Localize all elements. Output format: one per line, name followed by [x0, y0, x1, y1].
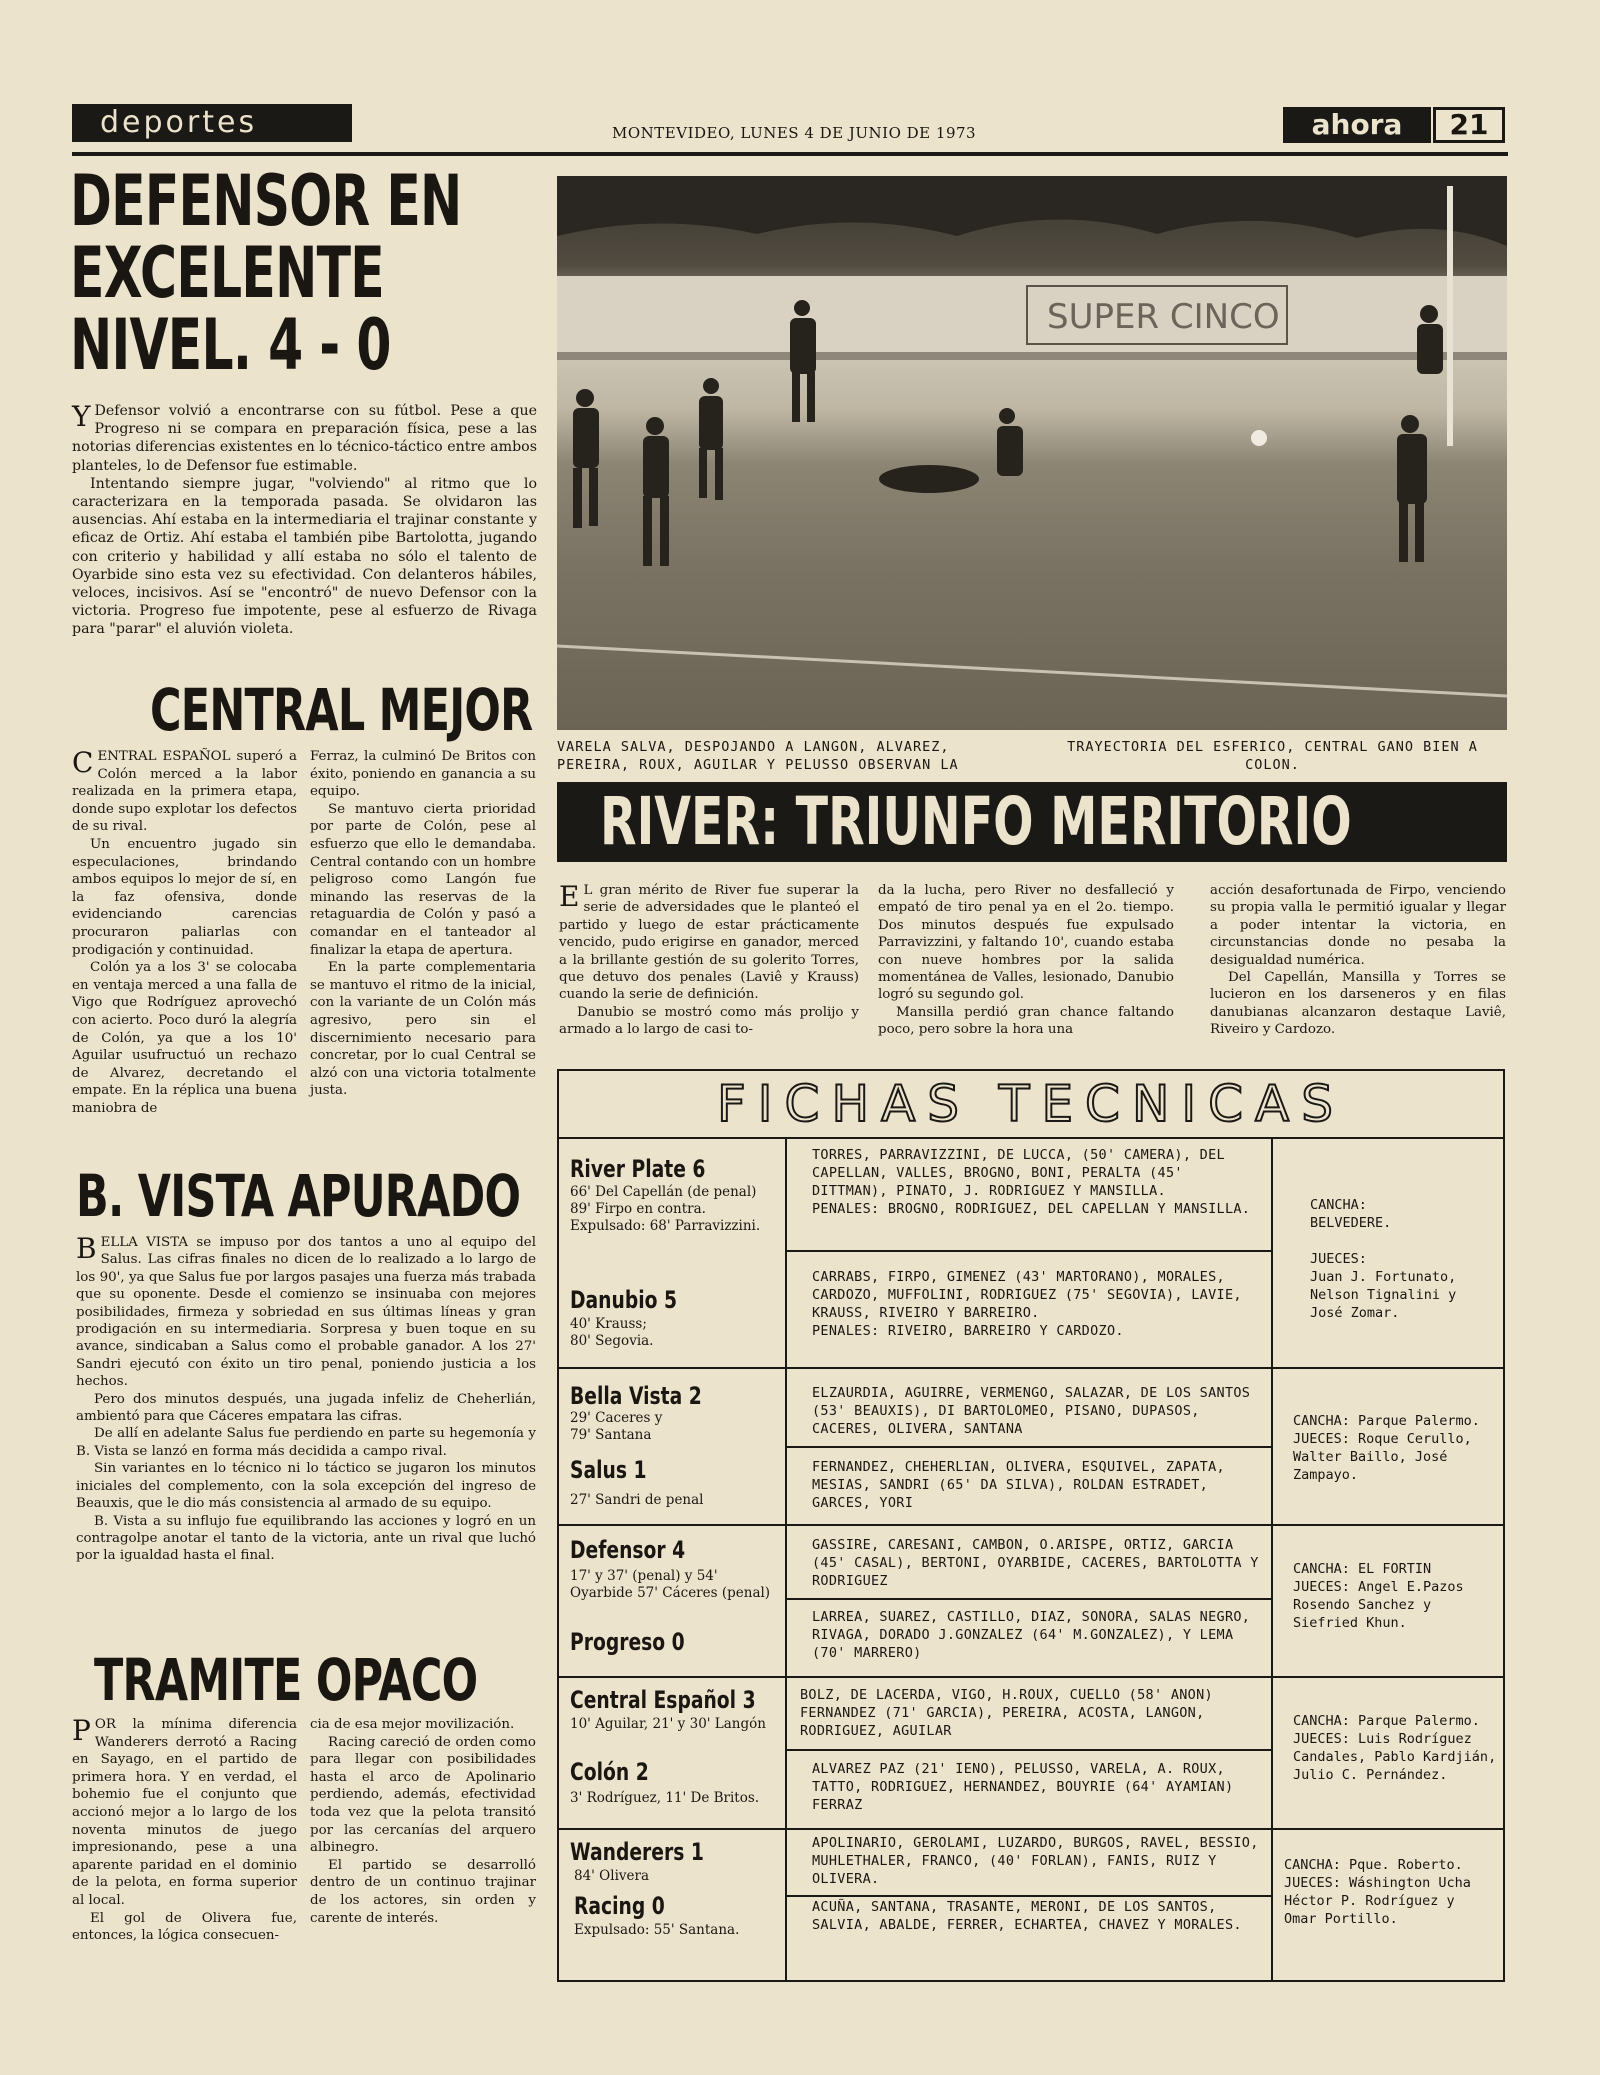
fichas-divider	[787, 1598, 1271, 1600]
tramite-paragraph: Racing careció de orden como para llegar con posibilidades hasta el arco de Apolinario perdiendo, además, efectividad toda vez que la pelota transitó por las cercanías del arquero albinegro.	[310, 1734, 536, 1856]
fichas-divider	[557, 1137, 1505, 1139]
central-paragraph: Colón ya a los 3' se colocaba en ventaja merced a una falla de Vigo que Rodríguez aprovechó con acierto. Poco duró la alegría de Colón, ya que a los 10' Aguilar usufructuó un rechazo de Alvarez, decretando el empate. En la réplica una buena maniobra de	[72, 960, 297, 1116]
bella-vista-headline: B. VISTA APURADO	[76, 1162, 521, 1230]
tramite-col2	[310, 1716, 536, 1927]
venue-officials: CANCHA: Parque Palermo. JUECES: Luis Rodríguez Candales, Pablo Kardjián, Julio C. Pernández.	[1293, 1713, 1497, 1783]
section-tag: deportes	[72, 104, 352, 142]
fichas-divider	[785, 1137, 787, 1982]
river-paragraph: Danubio se mostró como más prolijo y armado a lo largo de casi to-	[559, 1004, 859, 1038]
ball	[1251, 430, 1267, 446]
lead-headline-line: NIVEL. 4 - 0	[70, 304, 391, 386]
dropcap: P	[72, 1714, 91, 1747]
photo-caption-right: TRAYECTORIA DEL ESFERICO, CENTRAL GANO BIEN A COLON.	[1067, 739, 1478, 773]
dropcap: Y	[72, 400, 91, 433]
tramite-paragraph: POR la mínima diferencia Wanderers derrotó a Racing en Sayago, en el partido de primera hora. Y en verdad, el bohemio fue el conjunto que accionó mejor a lo largo de los noventa minutos de juego impresionando, pese a una aparente paridad en el dominio de la pelota, en forma superior al local.	[72, 1714, 297, 1908]
team-lineup: ACUÑA, SANTANA, TRASANTE, MERONI, DE LOS SANTOS, SALVIA, ABALDE, FERRER, ECHARTEA, CHAVEZ Y MORALES.	[812, 1899, 1242, 1933]
venue-officials: CANCHA: Parque Palermo. JUECES: Roque Cerullo, Walter Baillo, José Zampayo.	[1293, 1413, 1480, 1483]
tramite-col1	[72, 1716, 297, 1945]
team-name: Colón 2	[570, 1758, 649, 1786]
team-name: Bella Vista 2	[570, 1382, 702, 1410]
sign-text: SUPER CINCO	[1047, 297, 1280, 337]
dropcap: C	[72, 746, 94, 779]
team-goals: 17' y 37' (penal) y 54' Oyarbide 57' Cáceres (penal)	[570, 1568, 771, 1601]
tramite-paragraph: El partido se desarrolló dentro de un continuo trajinar de los actores, sin orden y carente de interés.	[310, 1857, 536, 1926]
team-lineup: APOLINARIO, GEROLAMI, LUZARDO, BURGOS, RAVEL, BESSIO, MUHLETHALER, FRANCO, (40' FORLAN), FANIS, RUIZ Y OLIVERA.	[812, 1835, 1259, 1887]
team-name: Defensor 4	[570, 1536, 686, 1564]
lead-paragraph: Y Defensor volvió a encontrarse con su fútbol. Pese a que Progreso ni se compara en preparación física, pese a las notorias diferencias existentes en lo técnico-táctico entre ambos planteles, lo de Defensor fue estimable.	[72, 400, 537, 474]
team-name: River Plate 6	[570, 1155, 706, 1183]
tramite-paragraph: El gol de Olivera fue, entonces, la lógica consecuen-	[72, 1910, 297, 1944]
fichas-divider	[1271, 1137, 1273, 1982]
team-name: Salus 1	[570, 1456, 647, 1484]
venue-officials: CANCHA: BELVEDERE. JUECES: Juan J. Fortunato, Nelson Tignalini y José Zomar.	[1310, 1197, 1457, 1321]
fichas-divider	[787, 1749, 1271, 1751]
bella-vista-paragraph: Sin variantes en lo técnico ni lo táctico se jugaron los minutos iniciales del complemento, con la sola excepción del ingreso de Beauxis, que le dio más consistencia al armado de su equipo.	[76, 1461, 536, 1512]
fichas-divider	[557, 1676, 1505, 1678]
bella-vista-paragraph: Pero dos minutos después, una jugada infeliz de Cheherlián, ambientó para que Cáceres empatara las cifras.	[76, 1391, 536, 1425]
river-paragraph: acción desafortunada de Firpo, venciendo su propia valla le permitió igualar y llegar a poder intentar la victoria, en circunstancias donde no pesaba la desigualdad numérica.	[1210, 883, 1506, 968]
photo-caption-left: VARELA SALVA, DESPOJANDO A LANGON, ALVAREZ, PEREIRA, ROUX, AGUILAR Y PELUSSO OBSERVAN LA	[557, 739, 959, 773]
tramite-headline: TRAMITE OPACO	[94, 1646, 478, 1714]
river-col3	[1210, 882, 1506, 1039]
central-paragraph: Se mantuvo cierta prioridad por parte de Colón, pese al esfuerzo que ello le demandaba. Central contando con un hombre peligroso como Langón fue minando las reservas de la retaguardia de Colón y pasó a comandar en el tanteador al finalizar la etapa de apertura.	[310, 801, 536, 958]
team-lineup: CARRABS, FIRPO, GIMENEZ (43' MARTORANO), MORALES, CARDOZO, MUFFOLINI, RODRIGUEZ (75' SEGOVIA), LAVIE, KRAUSS, RIVEIRO Y BARREIRO. PENALES: RIVEIRO, BARREIRO Y CARDOZO.	[812, 1269, 1242, 1339]
team-name: Progreso 0	[570, 1628, 685, 1656]
team-goals: 84' Olivera	[574, 1868, 650, 1884]
fichas-divider	[787, 1446, 1271, 1448]
team-goals: 27' Sandri de penal	[570, 1492, 704, 1508]
team-name: Danubio 5	[570, 1286, 678, 1314]
central-paragraph: En la parte complementaria se mantuvo el ritmo de la inicial, con la variante de un Colón más agresivo, pero sin el discernimiento necesario para concretar, por lo cual Central se alzó con una victoria totalmente justa.	[310, 960, 536, 1099]
match-photo-illustration	[557, 176, 1507, 730]
team-lineup: GASSIRE, CARESANI, CAMBON, O.ARISPE, ORTIZ, GARCIA (45' CASAL), BERTONI, OYARBIDE, CACERES, BARTOLOTTA Y RODRIGUEZ	[812, 1537, 1259, 1589]
team-goals: 10' Aguilar, 21' y 30' Langón	[570, 1716, 766, 1732]
team-goals: 66' Del Capellán (de penal) 89' Firpo en contra. Expulsado: 68' Parravizzini.	[570, 1184, 761, 1234]
team-lineup: FERNANDEZ, CHEHERLIAN, OLIVERA, ESQUIVEL, ZAPATA, MESIAS, SANDRI (65' DA SILVA), ROLDAN ESTRADET, GARCES, YORI	[812, 1459, 1225, 1511]
central-paragraph: CENTRAL ESPAÑOL superó a Colón merced a la labor realizada en la primera etapa, donde supo explotar los defectos de su rival.	[72, 746, 297, 835]
central-headline: CENTRAL MEJOR	[150, 676, 533, 744]
dateline: MONTEVIDEO, LUNES 4 DE JUNIO DE 1973	[612, 124, 977, 142]
team-goals: Expulsado: 55' Santana.	[574, 1922, 740, 1938]
team-name: Racing 0	[574, 1892, 665, 1920]
header-rule	[72, 152, 1508, 156]
central-paragraph: Un encuentro jugado sin especulaciones, brindando ambos equipos lo mejor de sí, en la faz ofensiva, donde evidenciando carencias procuraron paliarlas con prodigación y continuidad.	[72, 836, 297, 958]
fichas-divider	[787, 1895, 1271, 1897]
team-lineup: LARREA, SUAREZ, CASTILLO, DIAZ, SONORA, SALAS NEGRO, RIVAGA, DORADO J.GONZALEZ (64' M.GONZALEZ), Y LEMA (70' MARRERO)	[812, 1609, 1251, 1661]
page-number: 21	[1433, 107, 1505, 143]
river-paragraph: Del Capellán, Mansilla y Torres se lucieron en los darseneros y en filas danubianas alcanzaron destaque Laviê, Riveiro y Cardozo.	[1210, 970, 1506, 1038]
newspaper-brand: ahora	[1283, 107, 1431, 143]
team-goals: 29' Caceres y 79' Santana	[570, 1410, 663, 1443]
match-photo	[557, 176, 1507, 730]
river-paragraph: E L gran mérito de River fue superar la serie de adversidades que le planteó el partido y luego de estar prácticamente vencido, pudo erigirse en ganador, merced a la brillante gestión de su golerito Torres, que detuvo dos penales (Laviê y Krauss) cuando la serie de definición.	[559, 880, 859, 1003]
bella-vista-paragraph: B. Vista a su influjo fue equilibrando las acciones y logró en un contragolpe anotar el tanto de la victoria, ante un rival que luchó por la igualdad hasta el final.	[76, 1513, 536, 1564]
central-paragraph: Ferraz, la culminó De Britos con éxito, poniendo en ganancia a su equipo.	[310, 749, 536, 800]
central-col2	[310, 748, 536, 1100]
bella-vista-body	[76, 1234, 536, 1565]
team-lineup: BOLZ, DE LACERDA, VIGO, H.ROUX, CUELLO (58' ANON) FERNANDEZ (71' GARCIA), PEREIRA, ACOSTA, LANGON, RODRIGUEZ, AGUILAR	[800, 1687, 1213, 1739]
team-name: Central Español 3	[570, 1686, 756, 1714]
fichas-divider	[557, 1828, 1505, 1830]
lead-headline-line: EXCELENTE	[70, 232, 384, 314]
dropcap: B	[76, 1232, 97, 1265]
team-name: Wanderers 1	[570, 1838, 704, 1866]
bella-vista-paragraph: De allí en adelante Salus fue perdiendo en parte su hegemonía y B. Vista se lanzó en forma más decidida a campo rival.	[76, 1426, 536, 1459]
lead-paragraph: Intentando siempre jugar, "volviendo" al ritmo que lo caracterizara en la temporada pasada. Se olvidaron las ausencias. Ahí estaba en la intermediaria el trajinar constante y eficaz de Ortiz. Ahí estaba el también pibe Bartolotta, jugando con criterio y habilidad y allí estaba no sólo el talento de Oyarbide sino esta vez su efectividad. Con delanteros hábiles, veloces, incisivos. Así se "encontró" de nuevo Defensor con la victoria. Progreso fue impotente, pese al esfuerzo de Rivaga para "parar" el aluvión violeta.	[72, 475, 537, 638]
lead-body	[72, 402, 537, 639]
fichas-divider	[557, 1367, 1505, 1369]
central-col1	[72, 748, 297, 1117]
fichas-title: FICHAS TECNICAS	[717, 1075, 1345, 1133]
dropcap: E	[559, 880, 580, 913]
team-goals: 3' Rodríguez, 11' De Britos.	[570, 1790, 760, 1806]
fichas-divider	[557, 1524, 1505, 1526]
tramite-paragraph: cia de esa mejor movilización.	[310, 1717, 515, 1732]
river-headline: RIVER: TRIUNFO MERITORIO	[600, 783, 1352, 860]
lead-headline	[70, 160, 462, 386]
river-col2	[878, 882, 1174, 1039]
venue-officials: CANCHA: Pque. Roberto. JUECES: Wáshington Ucha Héctor P. Rodríguez y Omar Portillo.	[1284, 1857, 1471, 1927]
lead-headline-line: DEFENSOR EN	[70, 160, 462, 242]
river-paragraph: Mansilla perdió gran chance faltando poco, pero sobre la hora una	[878, 1004, 1174, 1038]
bella-vista-paragraph: BELLA VISTA se impuso por dos tantos a uno al equipo del Salus. Las cifras finales no dicen de lo realizado a lo largo de los 90', ya que Salus fue por largos pasajes una fuerza más trabada que su oponente. Desde el comienzo se insinuaba con mejores posibilidades, firmeza y sobriedad en sus últimas líneas y gran prodigación en su intermediaria. Sorpresa y buen toque en su avance, sindicaban a Salus como el probable ganador. A los 27' Sandri ejecutó con éxito un tiro penal, poniendo justicia a los hechos.	[76, 1232, 536, 1390]
river-col1	[559, 882, 859, 1039]
river-paragraph: da la lucha, pero River no desfalleció y empató de tiro penal ya en el 2o. tiempo. Dos minutos después fue expulsado Parravizzini, y faltando 10', cuando estaba con nueve hombres por la salida momentánea de Valles, lesionado, Danubio logró su segundo gol.	[878, 883, 1174, 1003]
team-lineup: TORRES, PARRAVIZZINI, DE LUCCA, (50' CAMERA), DEL CAPELLAN, VALLES, BROGNO, BONI, PERALTA (45' DITTMAN), PINATO, J. RODRIGUEZ Y MANSILLA. PENALES: BROGNO, RODRIGUEZ, DEL CAPELLAN Y MANSILLA.	[812, 1147, 1251, 1217]
venue-officials: CANCHA: EL FORTIN JUECES: Angel E.Pazos Rosendo Sanchez y Siefried Khun.	[1293, 1561, 1464, 1631]
team-lineup: ALVAREZ PAZ (21' IENO), PELUSSO, VARELA, A. ROUX, TATTO, RODRIGUEZ, HERNANDEZ, BOUYRIE (64' AYAMIAN) FERRAZ	[812, 1761, 1234, 1813]
team-goals: 40' Krauss; 80' Segovia.	[570, 1316, 654, 1349]
fichas-divider	[787, 1250, 1271, 1252]
team-lineup: ELZAURDIA, AGUIRRE, VERMENGO, SALAZAR, DE LOS SANTOS (53' BEAUXIS), DI BARTOLOMEO, PISANO, DUPASOS, CACERES, OLIVERA, SANTANA	[812, 1385, 1251, 1437]
